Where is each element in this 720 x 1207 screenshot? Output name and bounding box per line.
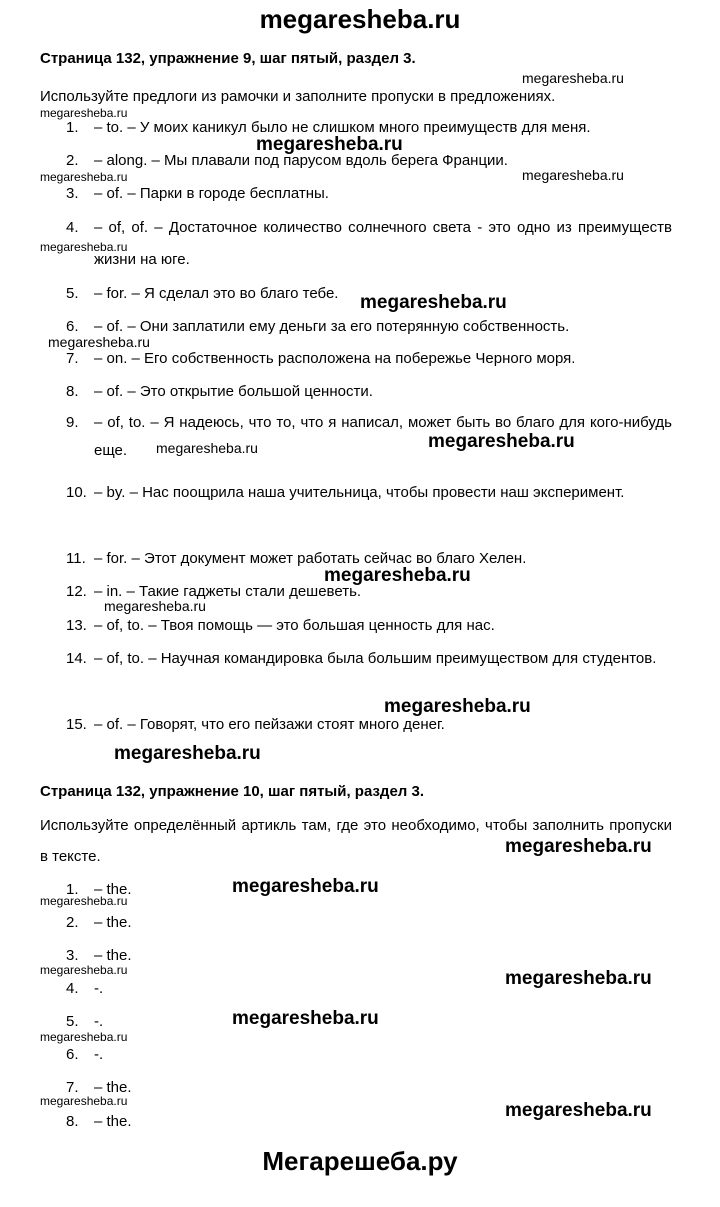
item-text: – of, to. – Я надеюсь, что то, что я написал, может быть во благо для кого-нибудь еще. [94,414,672,459]
list-item [66,477,672,509]
item-number: 14. [66,650,87,667]
watermark: megaresheba.ru [324,565,471,586]
item-number: 6. [66,1046,79,1063]
item-number: 2. [66,914,79,931]
list-item [66,409,672,465]
exercise-10-instruction: Используйте определённый артикль там, где это необходимо, чтобы заполнить пропуски в тексте. [40,817,672,865]
list-item [66,343,672,375]
item-number: 5. [66,285,79,302]
watermark: megaresheba.ru [428,431,575,452]
site-header: megaresheba.ru [259,4,461,34]
watermark: megaresheba.ru [40,1030,128,1044]
item-text: – the. [94,947,132,964]
item-text: – for. – Этот документ может работать сейчас во благо Хелен. [94,550,527,567]
item-text: – the. [94,881,132,898]
item-text: – of. – Парки в городе бесплатны. [94,185,329,202]
item-number: 7. [66,1079,79,1096]
list-item [66,643,672,675]
item-number: 5. [66,1013,79,1030]
list-item [66,709,672,741]
item-text: – to. – У моих каникул было не слишком много преимуществ для меня. [94,119,591,136]
item-text: – of. – Они заплатили ему деньги за его потерянную собственность. [94,318,570,335]
item-number: 12. [66,583,87,600]
item-number: 13. [66,617,87,634]
footer-brand: Мегарешеба.ру [262,1146,458,1176]
item-text: – the. [94,1079,132,1096]
item-number: 4. [66,980,79,997]
list-item [66,311,672,343]
item-text: – on. – Его собственность расположена на побережье Черного моря. [94,350,576,367]
watermark: megaresheba.ru [104,598,206,614]
watermark: megaresheba.ru [384,696,531,717]
item-text: -. [94,1013,104,1030]
list-item [66,907,672,939]
item-text: – of, to. – Научная командировка была большим преимуществом для студентов. [94,650,657,667]
item-text: – the. [94,914,132,931]
watermark: megaresheba.ru [232,876,379,897]
item-number: 11. [66,550,86,567]
watermark: megaresheba.ru [48,334,150,350]
item-text: – of. – Говорят, что его пейзажи стоят много денег. [94,716,445,733]
item-number: 3. [66,185,79,202]
watermark: megaresheba.ru [505,968,652,989]
list-item [66,212,672,276]
list-item [66,376,672,408]
item-number: 15. [66,716,87,733]
item-number: 6. [66,318,79,335]
item-number: 2. [66,152,79,169]
item-number: 10. [66,484,87,501]
item-number: 8. [66,383,79,400]
item-text: – by. – Нас поощрила наша учительница, чтобы провести наш эксперимент. [94,484,625,501]
watermark: megaresheba.ru [40,106,128,120]
list-item [66,610,672,642]
item-text: – the. [94,1113,132,1130]
watermark: megaresheba.ru [232,1008,379,1029]
item-number: 3. [66,947,79,964]
item-text: – of. – Это открытие большой ценности. [94,383,373,400]
item-text: – of, of. – Достаточное количество солнечного света - это одно из преимуществ жизни на юге. [94,219,672,268]
watermark: megaresheba.ru [522,167,624,183]
list-item [66,1039,672,1071]
item-number: 1. [66,119,79,136]
watermark: megaresheba.ru [40,894,128,908]
watermark: megaresheba.ru [256,134,403,155]
exercise-9-title: Страница 132, упражнение 9, шаг пятый, раздел 3. [40,50,416,67]
watermark: megaresheba.ru [40,240,128,254]
watermark: megaresheba.ru [40,963,128,977]
watermark: megaresheba.ru [40,1094,128,1108]
exercise-9-instruction: Используйте предлоги из рамочки и заполните пропуски в предложениях. [40,88,556,105]
item-text: – of, to. – Твоя помощь — это большая ценность для нас. [94,617,495,634]
item-text: – for. – Я сделал это во благо тебе. [94,285,339,302]
watermark: megaresheba.ru [40,170,128,184]
watermark: megaresheba.ru [156,440,258,456]
watermark: megaresheba.ru [505,836,652,857]
item-number: 8. [66,1113,79,1130]
item-text: – along. – Мы плавали под парусом вдоль берега Франции. [94,152,508,169]
watermark: megaresheba.ru [360,292,507,313]
item-number: 7. [66,350,79,367]
item-number: 1. [66,881,79,898]
item-text: – in. – Такие гаджеты стали дешеветь. [94,583,362,600]
watermark: megaresheba.ru [505,1100,652,1121]
item-text: -. [94,1046,104,1063]
watermark: megaresheba.ru [522,70,624,86]
item-number: 4. [66,219,79,236]
item-number: 9. [66,414,79,431]
exercise-10-title: Страница 132, упражнение 10, шаг пятый, раздел 3. [40,783,424,800]
item-text: -. [94,980,104,997]
watermark: megaresheba.ru [114,743,261,764]
